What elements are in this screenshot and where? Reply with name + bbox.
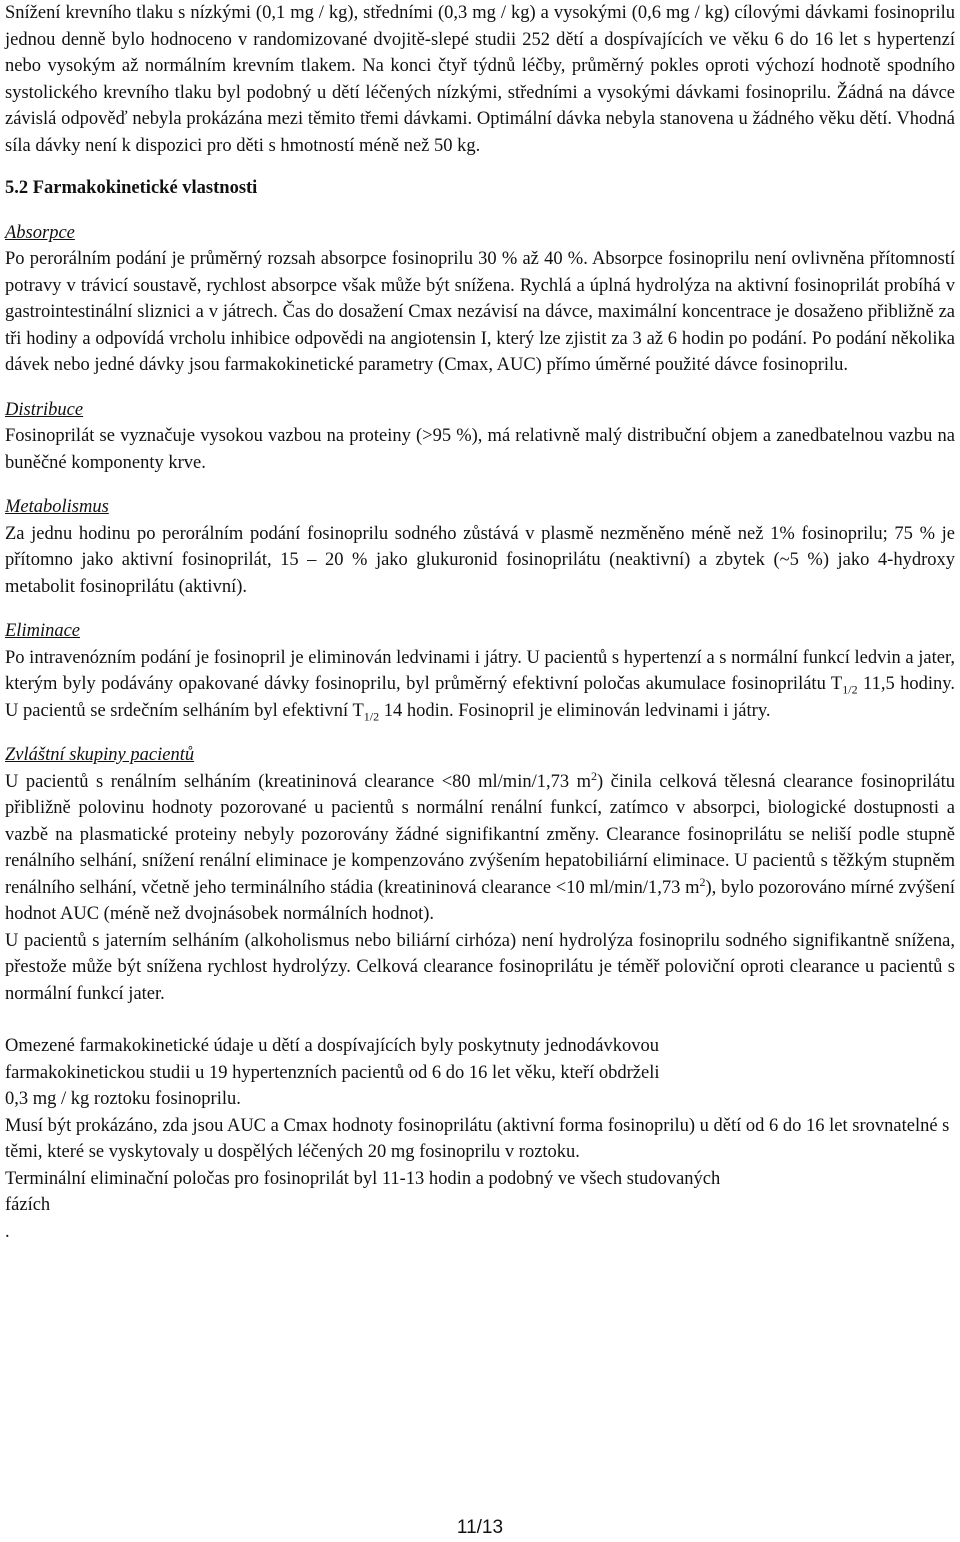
pediatric-line-1: Omezené farmakokinetické údaje u dětí a dospívajících byly poskytnuty jednodávkovou xyxy=(5,1036,659,1056)
zvlastni-paragraph-hepatic: U pacientů s jaterním selháním (alkoholismus nebo biliární cirhóza) není hydrolýza fosinoprilu sodného signifikantně snížena, přestože může být snížena rychlost hydrolýzy. Celková clearance fosinoprilátu je téměř poloviční oproti clearance u pacientů s normální funkcí jater. xyxy=(5,930,955,1004)
squared-superscript: 2 xyxy=(699,874,706,889)
distribuce-title: Distribuce xyxy=(5,399,84,420)
absorpce-paragraph: Po perorálním podání je průměrný rozsah absorpce fosinoprilu 30 % až 40 %. Absorpce fosinoprilu není ovlivněna přítomností potravy v trávicí soustavě, rychlost absorpce však může být snížena. Rychlá a úplná hydrolýza na aktivní fosinoprilát probíhá v gastrointestinální sliznici a v játrech. Čas do dosažení Cmax nezávisí na dávce, maximální koncentrace je dosaženo přibližně za tři hodiny a odpovídá vrcholu inhibice odpovědi na angiotensin I, který lze zjistit za 3 až 6 hodin po podání. Po podání několika dávek nebo jedné dávky jsou farmakokinetické parametry (Cmax, AUC) přímo úměrné použité dávce fosinoprilu. xyxy=(5,249,955,375)
eliminace-text-a: Po intravenózním podání je fosinopril je eliminován ledvinami i játry. U pacientů s hypertenzí a s normální funkcí ledvin a jater, kterým byly podávány opakované dávky fosinoprilu, byl průměrný efektivní poločas akumulace fosinoprilátu T xyxy=(5,647,955,694)
intro-paragraph: Snížení krevního tlaku s nízkými (0,1 mg / kg), středními (0,3 mg / kg) a vysokými (0,6 mg / kg) cílovými dávkami fosinoprilu jednou denně bylo hodnoceno v randomizované dvojitě-slepé studii 252 dětí a dospívajících ve věku 6 do 16 let s hypertenzí nebo vysokým až normálním krevním tlakem. Na konci čtyř týdnů léčby, průměrný pokles oproti výchozí hodnotě spodního systolického krevního tlaku byl podobný u dětí léčených nízkými, středními a vysokými dávkami fosinoprilu. Žádná na dávce závislá odpověď nebyla prokázána mezi těmito třemi dávkami. Optimální dávka nebyla stanovena u žádného věku dětí. Vhodná síla dávky není k dispozici pro děti s hmotností méně než 50 kg. xyxy=(5,3,955,156)
zvlastni-paragraph-renal xyxy=(5,769,955,928)
metabolismus-title: Metabolismus xyxy=(5,497,109,517)
pediatric-line-5: fázích xyxy=(5,1195,51,1215)
half-life-subscript: 1/2 xyxy=(842,682,858,697)
page-number: 11/13 xyxy=(456,1517,504,1538)
pediatric-block xyxy=(5,1033,955,1245)
metabolismus-paragraph: Za jednu hodinu po perorálním podání fosinoprilu sodného zůstává v plasmě nezměněno méně než 1% fosinoprilu; 75 % je přítomno jako aktivní fosinoprilát, 15 – 20 % jako glukuronid fosinoprilátu (neaktivní) a zbytek (~5 %) jako 4-hydroxy metabolit fosinoprilátu (aktivní). xyxy=(5,523,955,597)
zvlastni-title: Zvláštní skupiny pacientů xyxy=(5,745,195,765)
pediatric-line-4: Terminální eliminační poločas pro fosinoprilát byl 11-13 hodin a podobný ve všech studovaných xyxy=(5,1168,721,1189)
zvlastni-text-b: ) činila celková tělesná clearance fosinoprilátu přibližně polovinu hodnoty pozorované u pacientů s normální renální funkcí, zatímco v absorpci, biologické dostupnosti a vazbě na plasmatické proteiny nebyly pozorovány žádné signifikantní změny. Clearance fosinoprilátu se neliší podle stupně renálního selhání, snížení renální eliminace je kompenzováno zvýšením hepatobiliární eliminace. U pacientů s těžkým stupněm renálního selhání, včetně jeho terminálního stádia (kreatininová clearance <10 ml/min/1,73 m xyxy=(5,771,955,898)
section-heading: 5.2 Farmakokinetické vlastnosti xyxy=(5,178,258,198)
document-body xyxy=(5,0,955,1245)
eliminace-text-c: 14 hodin. Fosinopril je eliminován ledvinami i játry. xyxy=(379,700,771,721)
pediatric-line-3: 0,3 mg / kg roztoku fosinoprilu. xyxy=(5,1089,241,1109)
half-life-subscript: 1/2 xyxy=(363,709,380,724)
eliminace-title: Eliminace xyxy=(5,621,81,641)
distribuce-paragraph: Fosinoprilát se vyznačuje vysokou vazbou na proteiny (>95 %), má relativně malý distribuční objem a zanedbatelnou vazbu na buněčné komponenty krve. xyxy=(5,426,955,473)
trailing-dot: . xyxy=(5,1221,10,1242)
eliminace-paragraph xyxy=(5,645,955,725)
zvlastni-text-c: ), bylo pozorováno mírné zvýšení hodnot AUC (méně než dvojnásobek normálních hodnot). xyxy=(5,877,955,924)
pediatric-paragraph-2: Musí být prokázáno, zda jsou AUC a Cmax hodnoty fosinoprilátu (aktivní forma fosinoprilu) u dětí od 6 do 16 let srovnatelné s těmi, které se vyskytovaly u dospělých léčených 20 mg fosinoprilu v roztoku. xyxy=(5,1115,950,1162)
zvlastni-text-a: U pacientů s renálním selháním (kreatininová clearance <80 ml/min/1,73 m xyxy=(5,771,591,792)
eliminace-text-b: 11,5 hodiny. U pacientů se srdečním selháním byl efektivní T xyxy=(5,674,955,721)
squared-superscript: 2 xyxy=(591,768,597,783)
absorpce-title: Absorpce xyxy=(5,222,75,243)
pediatric-line-2: farmakokinetickou studii u 19 hypertenzních pacientů od 6 do 16 let věku, kteří obdrželi xyxy=(5,1062,660,1083)
